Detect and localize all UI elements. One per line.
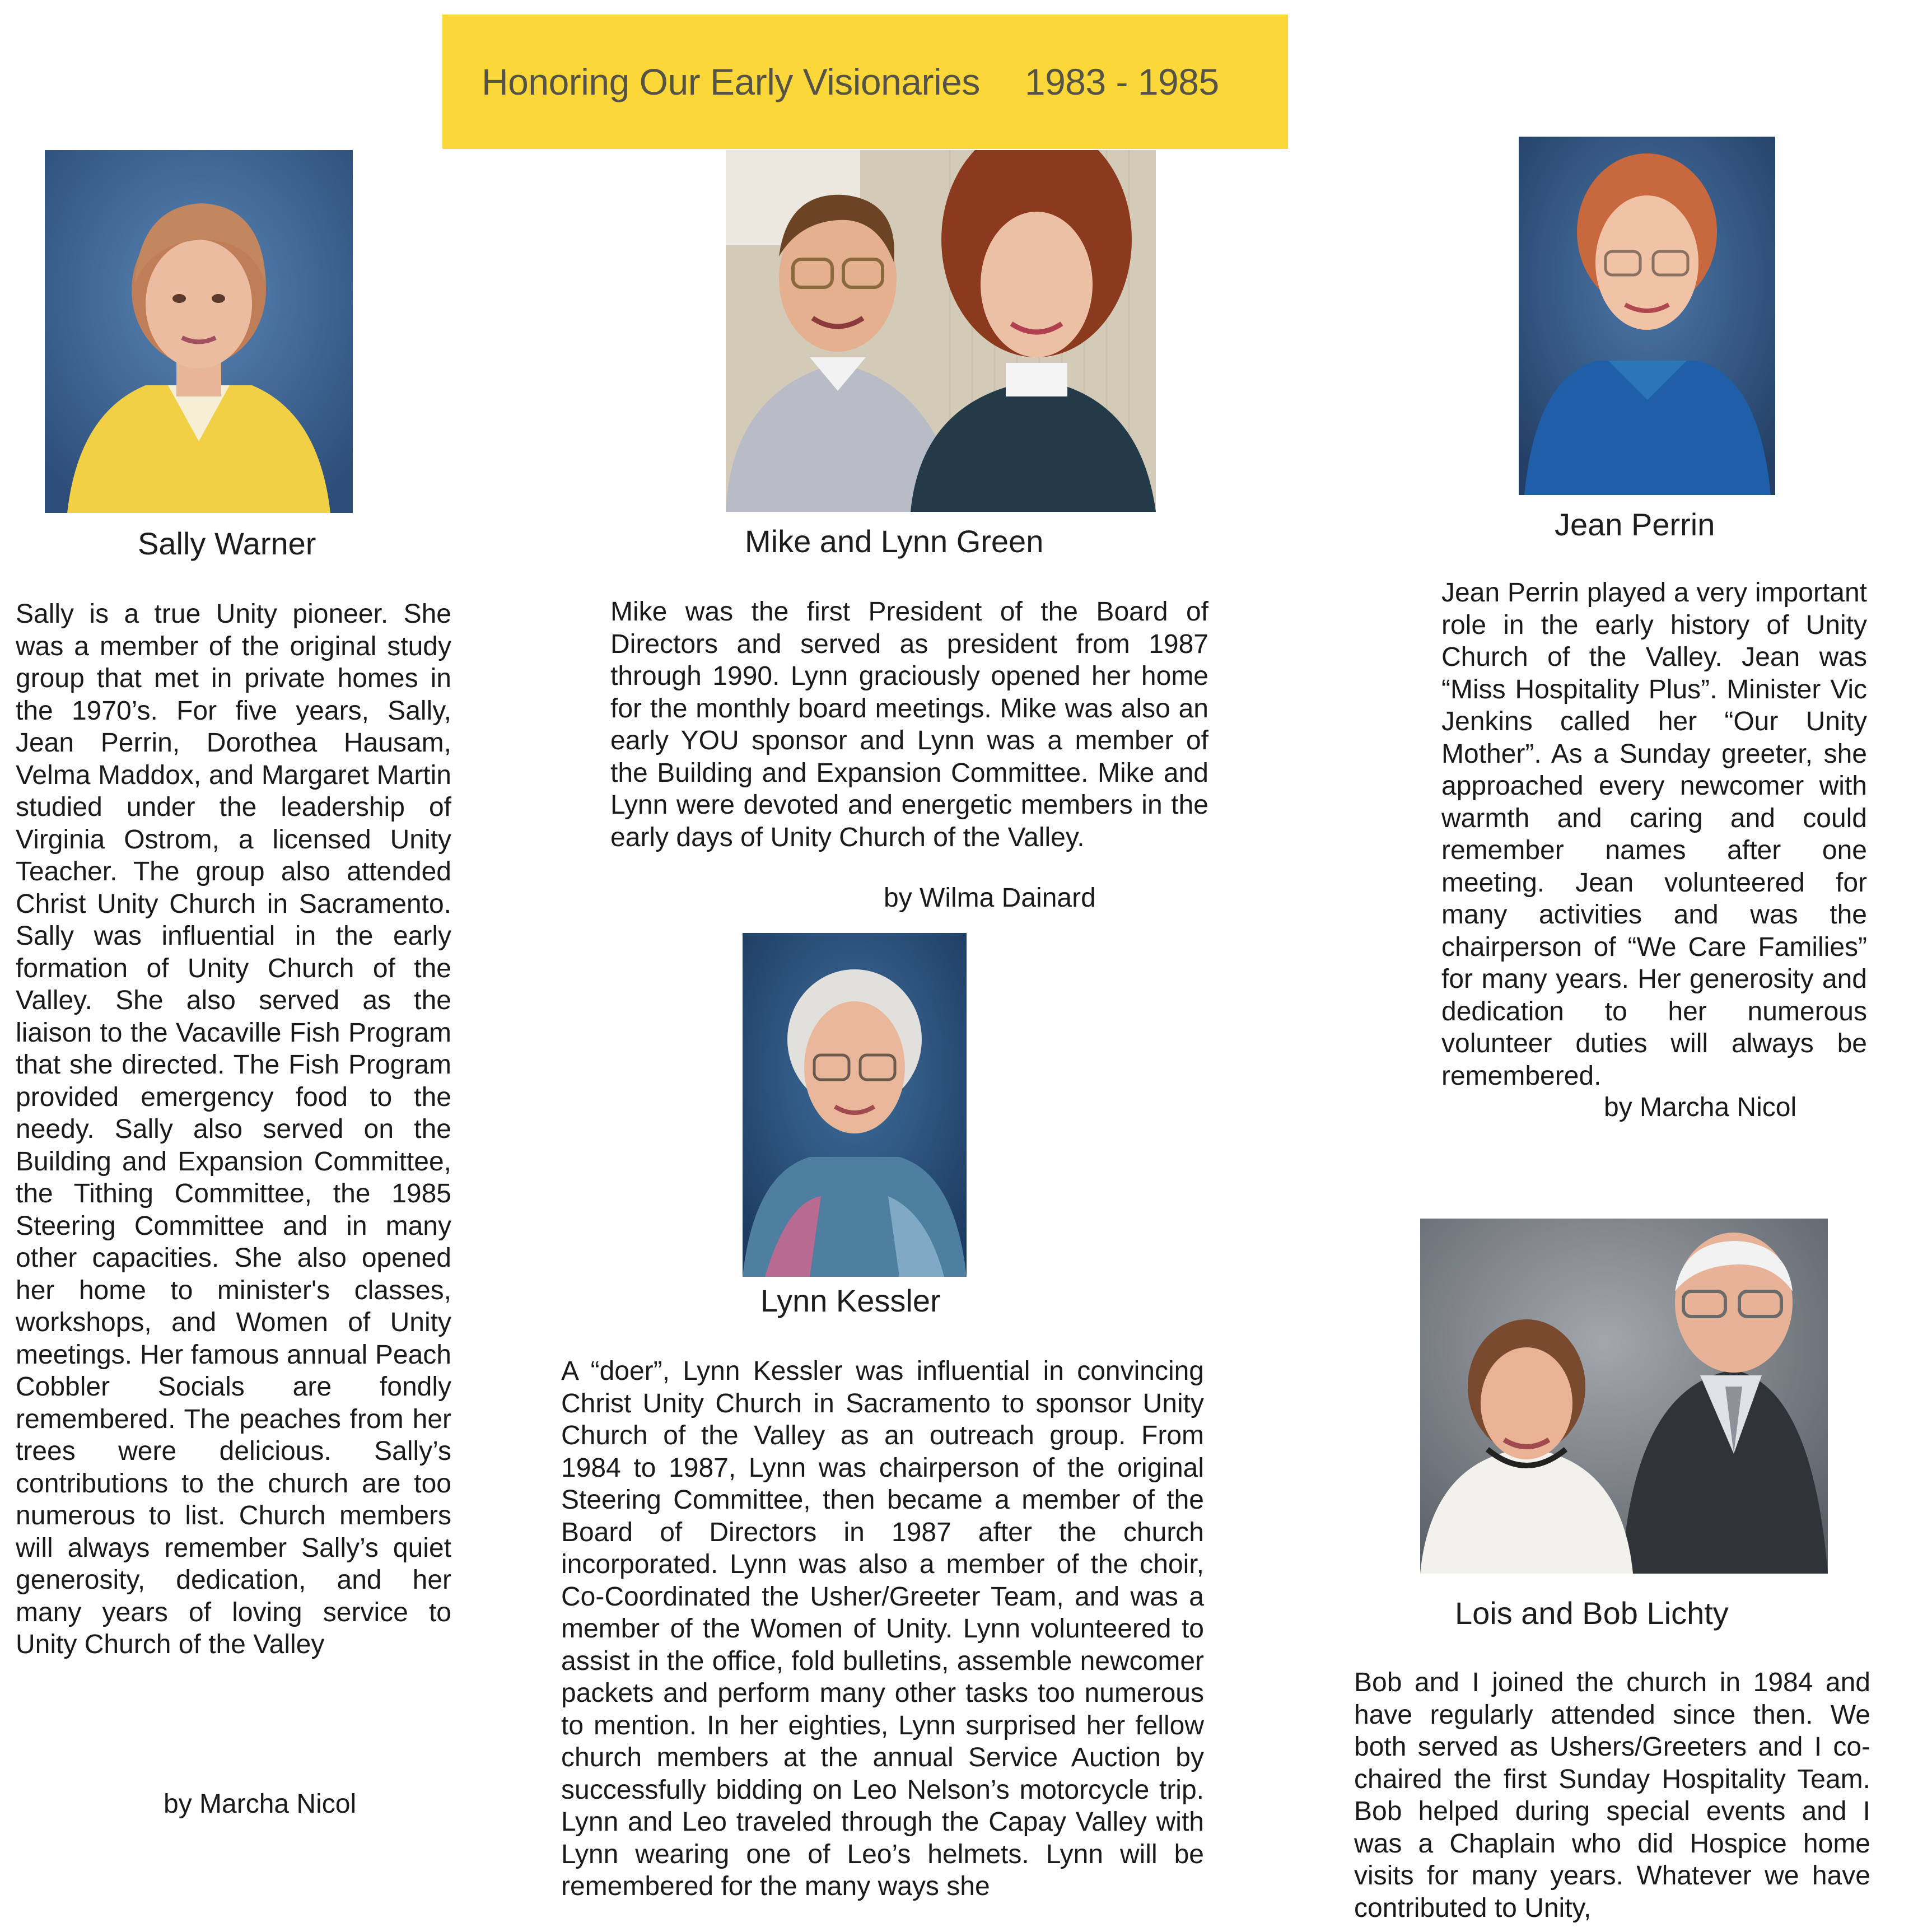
photo-jean-perrin [1519,137,1775,495]
profile-name-lois-bob-lichty: Lois and Bob Lichty [1455,1595,1729,1631]
profile-name-sally-warner: Sally Warner [138,526,316,561]
portrait-image [45,150,353,513]
profile-bio-lynn-kessler: A “doer”, Lynn Kessler was influential in convincing Christ Unity Church in Sacramento to sponsor Unity Church of the Valley as an outreach group. From 1984 to 1987, Lynn was chairperson of the original Steering Committee, then became a member of the Board of Directors in 1987 after the church incorporated. Lynn was also a member of the choir, Co-Coordinated the Usher/Greeter Team, and was a member of the Women of Unity. Lynn volunteered to assist in the office, fold bulletins, assemble newcomer packets and perform many other tasks too numerous to mention. In her eighties, Lynn surprised her fellow church members at the annual Service Auction by successfully bidding on Leo Nelson’s motorcycle trip. Lynn and Leo traveled through the Capay Valley with Lynn wearing one of Leo’s helmets. Lynn will be remembered for the many ways she [561,1356,1204,1901]
profile-bio-mike-lynn-green: Mike was the first President of the Board of Directors and served as president from 1987 through 1990. Lynn graciously opened her home for the monthly board meetings. Mike was also an early YOU sponsor and Lynn was a member of the Building and Expansion Committee. Mike and Lynn were devoted and energetic members in the early days of Unity Church of the Valley. [610,597,1208,852]
byline-sally-warner: by Marcha Nicol [164,1789,357,1819]
portrait-image [1519,137,1775,495]
profile-name-jean-perrin: Jean Perrin [1555,507,1715,542]
profile-bio-lois-bob-lichty: Bob and I joined the church in 1984 and have regularly attended since then. We both served as Ushers/Greeters and I co-chaired the first Sunday Hospitality Team. Bob helped during special events and I was a Chaplain who did Hospice home visits for many years. Whatever we have contributed to Unity, [1354,1668,1870,1923]
byline-jean-perrin: by Marcha Nicol [1604,1093,1797,1122]
portrait-image [726,150,1156,512]
byline-mike-lynn-green: by Wilma Dainard [884,883,1096,913]
page-years: 1983 - 1985 [1024,61,1219,102]
header-banner [442,15,1288,149]
profile-name-lynn-kessler: Lynn Kessler [760,1283,941,1318]
page-title: Honoring Our Early Visionaries [482,61,980,102]
photo-sally-warner [45,150,353,513]
profile-name-mike-lynn-green: Mike and Lynn Green [745,524,1044,559]
photo-lois-bob-lichty [1420,1219,1828,1574]
photo-lynn-kessler [743,933,967,1277]
photo-mike-lynn-green [726,150,1156,512]
portrait-image [743,933,967,1277]
portrait-image [1420,1219,1828,1574]
profile-bio-jean-perrin: Jean Perrin played a very important role in the early history of Unity Church of the Valley. Jean was “Miss Hospitality Plus”. Minister Vic Jenkins called her “Our Unity Mother”. As a Sunday greeter, she approached every newcomer with warmth and caring and could remember names after one meeting. Jean volunteered for many activities and was the chairperson of “We Care Families” for many years. Her generosity and dedication to her numerous volunteer duties will always be remembered. [1441,578,1867,1091]
profile-bio-sally-warner: Sally is a true Unity pioneer. She was a member of the original study group that met in private homes in the 1970’s. For five years, Sally, Jean Perrin, Dorothea Hausam, Velma Maddox, and Margaret Martin studied under the leadership of Virginia Ostrom, a licensed Unity Teacher. The group also attended Christ Unity Church in Sacramento. Sally was influential in the early formation of Unity Church of the Valley. She also served as the liaison to the Vacaville Fish Program that she directed. The Fish Program provided emergency food to the needy. Sally also served on the Building and Expansion Committee, the Tithing Committee, the 1985 Steering Committee and in many other capacities. She also opened her home to minister's classes, workshops, and Women of Unity meetings. Her famous annual Peach Cobbler Socials are fondly remembered. The peaches from her trees were delicious. Sally’s contributions to the church are too numerous to list. Church members will always remember Sally’s quiet generosity, dedication, and her many years of loving service to Unity Church of the Valley [16,599,451,1659]
